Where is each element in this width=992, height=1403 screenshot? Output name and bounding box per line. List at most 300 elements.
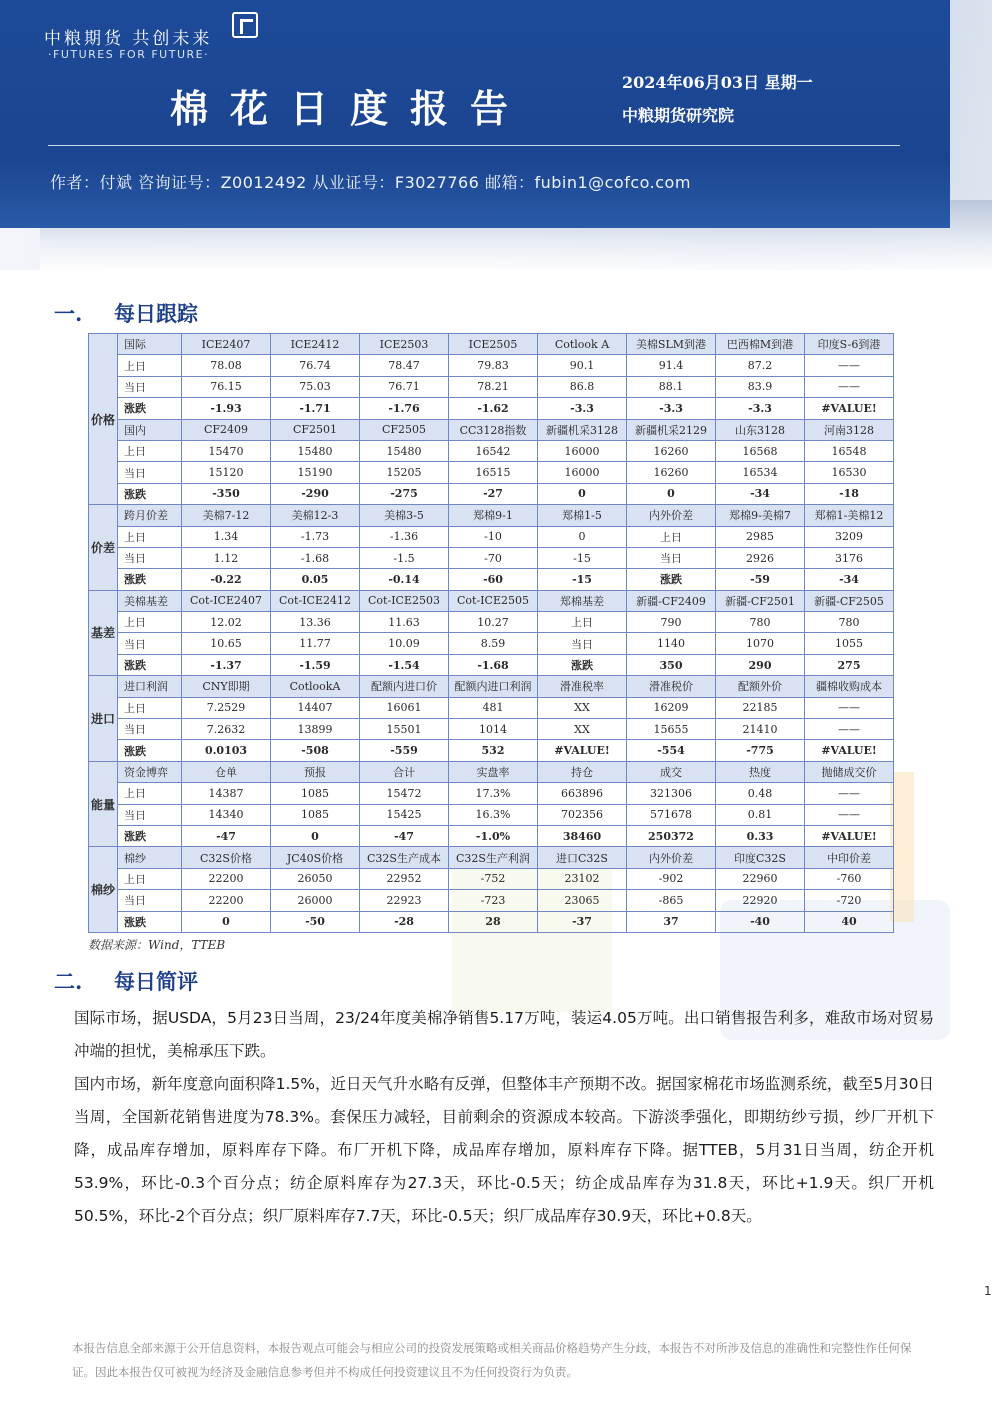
table-row: [89, 483, 894, 504]
table-cell: CF2505: [360, 419, 449, 440]
table-cell: 郑棉1-美棉12: [805, 505, 894, 526]
row-label: 当日: [118, 547, 182, 568]
table-cell: 河南3128: [805, 419, 894, 440]
disclaimer: 本报告信息全部来源于公开信息资料，本报告观点可能会与相应公司的投资发展策略或相关商品价格趋势产生分歧，本报告不对所涉及信息的准确性和完整性作任何保证。因此本报告仅可被视为经济及金融信息参考但并不构成任何投资建议且不为任何投资行为负责。: [72, 1341, 912, 1379]
table-cell: -1.0%: [449, 825, 538, 846]
table-cell: 10.27: [449, 612, 538, 633]
row-label: 当日: [118, 633, 182, 654]
table-cell: 76.15: [182, 376, 271, 397]
row-label: 涨跌: [118, 483, 182, 504]
table-cell: 16000: [538, 440, 627, 461]
table-cell: 87.2: [716, 355, 805, 376]
table-cell: -350: [182, 483, 271, 504]
table-row: [89, 526, 894, 547]
table-cell: -508: [271, 740, 360, 761]
table-cell: 涨跌: [627, 569, 716, 590]
table-cell: -720: [805, 890, 894, 911]
table-cell: 37: [627, 911, 716, 932]
table-cell: 13899: [271, 719, 360, 740]
table-row: [89, 590, 894, 611]
row-label: 上日: [118, 526, 182, 547]
table-cell: -47: [360, 825, 449, 846]
table-cell: -290: [271, 483, 360, 504]
table-row: [89, 398, 894, 419]
table-cell: 16568: [716, 440, 805, 461]
table-cell: 中印价差: [805, 847, 894, 868]
table-row: [89, 890, 894, 911]
table-cell: ICE2412: [271, 334, 360, 355]
table-cell: 1055: [805, 633, 894, 654]
table-cell: 88.1: [627, 376, 716, 397]
table-cell: -47: [182, 825, 271, 846]
table-cell: 16515: [449, 462, 538, 483]
table-cell: CC3128指数: [449, 419, 538, 440]
table-cell: XX: [538, 719, 627, 740]
table-cell: 15472: [360, 783, 449, 804]
table-cell: 702356: [538, 804, 627, 825]
logo-slogan: ·FUTURES FOR FUTURE·: [48, 48, 210, 61]
table-cell: 仓单: [182, 761, 271, 782]
table-cell: -60: [449, 569, 538, 590]
table-cell: 1014: [449, 719, 538, 740]
table-cell: 1085: [271, 804, 360, 825]
table-cell: 78.21: [449, 376, 538, 397]
table-group-label: 进口: [89, 676, 118, 762]
table-cell: -34: [716, 483, 805, 504]
table-cell: -1.93: [182, 398, 271, 419]
table-row: [89, 783, 894, 804]
table-cell: -3.3: [716, 398, 805, 419]
table-row: [89, 911, 894, 932]
table-cell: 山东3128: [716, 419, 805, 440]
table-cell: #VALUE!: [538, 740, 627, 761]
table-cell: 2985: [716, 526, 805, 547]
table-cell: -1.36: [360, 526, 449, 547]
table-cell: -275: [360, 483, 449, 504]
table-cell: 15205: [360, 462, 449, 483]
table-cell: 当日: [627, 547, 716, 568]
table-cell: 7.2632: [182, 719, 271, 740]
header-divider: [48, 145, 900, 146]
table-cell: 15501: [360, 719, 449, 740]
table-cell: -1.73: [271, 526, 360, 547]
table-row: [89, 355, 894, 376]
report-org: 中粮期货研究院: [622, 106, 735, 125]
table-cell: 15190: [271, 462, 360, 483]
table-cell: 16548: [805, 440, 894, 461]
table-cell: 28: [449, 911, 538, 932]
table-cell: ICE2503: [360, 334, 449, 355]
table-cell: JC40S价格: [271, 847, 360, 868]
table-cell: -70: [449, 547, 538, 568]
table-cell: 321306: [627, 783, 716, 804]
table-cell: 郑棉9-美棉7: [716, 505, 805, 526]
row-label: 涨跌: [118, 569, 182, 590]
table-cell: 新疆机采2129: [627, 419, 716, 440]
table-cell: 0: [627, 483, 716, 504]
row-label: 国内: [118, 419, 182, 440]
table-cell: 新疆机采3128: [538, 419, 627, 440]
table-cell: 22923: [360, 890, 449, 911]
table-cell: 350: [627, 654, 716, 675]
table-cell: 78.08: [182, 355, 271, 376]
table-cell: 10.65: [182, 633, 271, 654]
table-row: [89, 633, 894, 654]
table-cell: 75.03: [271, 376, 360, 397]
row-label: 国际: [118, 334, 182, 355]
table-cell: 11.77: [271, 633, 360, 654]
table-cell: -3.3: [627, 398, 716, 419]
row-label: 上日: [118, 355, 182, 376]
daily-tracking-table: [88, 333, 894, 933]
table-cell: -15: [538, 547, 627, 568]
commentary-paragraph-domestic: 国内市场，新年度意向面积降1.5%，近日天气升水略有反弹，但整体丰产预期不改。据国家棉花市场监测系统，截至5月30日当周，全国新花销售进度为78.3%。套保压力减轻，目前剩余的资源成本较高。下游淡季强化，即期纺纱亏损，纱厂开机下降，成品库存增加，原料库存下降。布厂开机下降，成品库存增加，原料库存下降。据TTEB，5月31日当周，纺企开机53.9%，环比-0.3个百分点；纺企原料库存为27.3天，环比-0.5天；纺企成品库存为31.8天，环比+1.9天。织厂开机50.5%，环比-2个百分点；织厂原料库存7.7天，环比-0.5天；织厂成品库存30.9天，环比+0.8天。: [74, 1075, 934, 1225]
table-row: [89, 612, 894, 633]
table-cell: 2926: [716, 547, 805, 568]
table-row: [89, 654, 894, 675]
row-label: 跨月价差: [118, 505, 182, 526]
table-cell: 780: [805, 612, 894, 633]
table-row: [89, 868, 894, 889]
table-cell: 配额外价: [716, 676, 805, 697]
table-cell: ——: [805, 376, 894, 397]
table-cell: 预报: [271, 761, 360, 782]
table-cell: 532: [449, 740, 538, 761]
table-row: [89, 825, 894, 846]
table-cell: 663896: [538, 783, 627, 804]
table-cell: 0.0103: [182, 740, 271, 761]
table-cell: -15: [538, 569, 627, 590]
table-cell: -34: [805, 569, 894, 590]
table-cell: 21410: [716, 719, 805, 740]
table-cell: 17.3%: [449, 783, 538, 804]
table-cell: 抛储成交价: [805, 761, 894, 782]
table-cell: 15470: [182, 440, 271, 461]
table-cell: 7.2529: [182, 697, 271, 718]
table-cell: 滑准税率: [538, 676, 627, 697]
table-cell: -1.68: [271, 547, 360, 568]
table-cell: -723: [449, 890, 538, 911]
table-cell: 780: [716, 612, 805, 633]
table-cell: -1.59: [271, 654, 360, 675]
table-cell: -1.37: [182, 654, 271, 675]
table-cell: 22920: [716, 890, 805, 911]
report-title: 棉花日度报告: [170, 86, 531, 131]
table-row: [89, 440, 894, 461]
table-row: [89, 462, 894, 483]
row-label: 涨跌: [118, 825, 182, 846]
table-group-label: 棉纱: [89, 847, 118, 933]
row-label: 当日: [118, 890, 182, 911]
table-cell: 新疆-CF2501: [716, 590, 805, 611]
table-cell: Cot-ICE2407: [182, 590, 271, 611]
row-label: 当日: [118, 804, 182, 825]
table-cell: Cotlook A: [538, 334, 627, 355]
table-cell: 79.83: [449, 355, 538, 376]
table-cell: 8.59: [449, 633, 538, 654]
table-cell: -0.14: [360, 569, 449, 590]
row-label: 上日: [118, 440, 182, 461]
row-label: 当日: [118, 462, 182, 483]
row-label: 美棉基差: [118, 590, 182, 611]
table-cell: 郑棉9-1: [449, 505, 538, 526]
table-cell: -10: [449, 526, 538, 547]
table-row: [89, 676, 894, 697]
table-group-label: 价格: [89, 334, 118, 505]
table-cell: -37: [538, 911, 627, 932]
table-cell: -559: [360, 740, 449, 761]
table-cell: 15480: [271, 440, 360, 461]
table-cell: -0.22: [182, 569, 271, 590]
table-cell: -50: [271, 911, 360, 932]
table-cell: 15425: [360, 804, 449, 825]
table-cell: 美棉7-12: [182, 505, 271, 526]
table-cell: 3176: [805, 547, 894, 568]
table-cell: 16209: [627, 697, 716, 718]
row-label: 当日: [118, 376, 182, 397]
table-cell: -1.54: [360, 654, 449, 675]
table-cell: 275: [805, 654, 894, 675]
row-label: 棉纱: [118, 847, 182, 868]
table-cell: 16061: [360, 697, 449, 718]
table-cell: #VALUE!: [805, 398, 894, 419]
table-cell: #VALUE!: [805, 740, 894, 761]
table-row: [89, 761, 894, 782]
table-cell: 成交: [627, 761, 716, 782]
table-cell: 40: [805, 911, 894, 932]
table-cell: 23065: [538, 890, 627, 911]
table-cell: C32S生产成本: [360, 847, 449, 868]
table-cell: 22952: [360, 868, 449, 889]
table-cell: ICE2407: [182, 334, 271, 355]
table-cell: 22200: [182, 868, 271, 889]
table-cell: #VALUE!: [805, 825, 894, 846]
table-cell: XX: [538, 697, 627, 718]
table-cell: 14340: [182, 804, 271, 825]
table-cell: 12.02: [182, 612, 271, 633]
table-cell: 13.36: [271, 612, 360, 633]
table-cell: -28: [360, 911, 449, 932]
table-cell: 合计: [360, 761, 449, 782]
logo-text: 中粮期货 共创未来: [44, 29, 213, 49]
table-cell: 0.33: [716, 825, 805, 846]
table-cell: 250372: [627, 825, 716, 846]
table-cell: 26050: [271, 868, 360, 889]
row-label: 涨跌: [118, 398, 182, 419]
table-cell: 印度S-6到港: [805, 334, 894, 355]
row-label: 上日: [118, 783, 182, 804]
table-cell: 1.34: [182, 526, 271, 547]
table-group-label: 价差: [89, 505, 118, 591]
table-cell: Cot-ICE2503: [360, 590, 449, 611]
table-cell: 76.74: [271, 355, 360, 376]
table-cell: 83.9: [716, 376, 805, 397]
table-group-label: 能量: [89, 761, 118, 847]
table-cell: 76.71: [360, 376, 449, 397]
table-row: [89, 719, 894, 740]
table-cell: C32S价格: [182, 847, 271, 868]
table-cell: -752: [449, 868, 538, 889]
author-info: 作者：付斌 咨询证号：Z0012492 从业证号：F3027766 邮箱：fubin1@cofco.com: [50, 173, 691, 192]
table-cell: ICE2505: [449, 334, 538, 355]
table-cell: CF2501: [271, 419, 360, 440]
table-cell: -865: [627, 890, 716, 911]
table-cell: -40: [716, 911, 805, 932]
table-row: [89, 847, 894, 868]
table-cell: 571678: [627, 804, 716, 825]
table-cell: 22185: [716, 697, 805, 718]
row-label: 涨跌: [118, 740, 182, 761]
page-number: 1: [984, 1284, 992, 1298]
table-cell: 配额内进口利润: [449, 676, 538, 697]
row-label: 进口利润: [118, 676, 182, 697]
table-cell: Cot-ICE2412: [271, 590, 360, 611]
table-cell: 1070: [716, 633, 805, 654]
table-cell: 3209: [805, 526, 894, 547]
table-cell: 美棉3-5: [360, 505, 449, 526]
table-cell: -902: [627, 868, 716, 889]
table-cell: 滑准税价: [627, 676, 716, 697]
table-cell: 38460: [538, 825, 627, 846]
table-cell: 上日: [538, 612, 627, 633]
table-cell: -1.76: [360, 398, 449, 419]
table-cell: 涨跌: [538, 654, 627, 675]
table-cell: -27: [449, 483, 538, 504]
table-row: [89, 740, 894, 761]
table-cell: 16530: [805, 462, 894, 483]
table-cell: -554: [627, 740, 716, 761]
commentary-paragraph-international: 国际市场，据USDA，5月23日当周，23/24年度美棉净销售5.17万吨，装运4.05万吨。出口销售报告利多，难敌市场对贸易冲端的担忧，美棉承压下跌。: [74, 1009, 934, 1060]
row-label: 上日: [118, 697, 182, 718]
table-cell: 14387: [182, 783, 271, 804]
table-cell: 16542: [449, 440, 538, 461]
table-cell: ——: [805, 697, 894, 718]
row-label: 涨跌: [118, 654, 182, 675]
table-cell: 0: [538, 526, 627, 547]
table-cell: 481: [449, 697, 538, 718]
report-date: 2024年06月03日 星期一: [622, 73, 813, 92]
table-cell: 26000: [271, 890, 360, 911]
table-cell: -59: [716, 569, 805, 590]
data-source: 数据来源：Wind，TTEB: [88, 938, 226, 952]
table-cell: 郑棉1-5: [538, 505, 627, 526]
table-cell: 11.63: [360, 612, 449, 633]
table-row: [89, 376, 894, 397]
table-cell: -3.3: [538, 398, 627, 419]
table-cell: 90.1: [538, 355, 627, 376]
table-row: [89, 697, 894, 718]
row-label: 当日: [118, 719, 182, 740]
table-cell: 0: [538, 483, 627, 504]
table-row: [89, 334, 894, 355]
table-cell: 16000: [538, 462, 627, 483]
table-cell: 1.12: [182, 547, 271, 568]
table-cell: 新疆-CF2409: [627, 590, 716, 611]
table-cell: 86.8: [538, 376, 627, 397]
table-cell: 实盘率: [449, 761, 538, 782]
table-cell: CNY即期: [182, 676, 271, 697]
table-cell: 0.48: [716, 783, 805, 804]
table-cell: 郑棉基差: [538, 590, 627, 611]
table-cell: 16.3%: [449, 804, 538, 825]
table-cell: 配额内进口价: [360, 676, 449, 697]
row-label: 涨跌: [118, 911, 182, 932]
table-cell: ——: [805, 783, 894, 804]
row-label: 上日: [118, 868, 182, 889]
table-row: [89, 569, 894, 590]
table-group-label: 基差: [89, 590, 118, 676]
table-row: [89, 419, 894, 440]
table-cell: 78.47: [360, 355, 449, 376]
table-cell: 0.05: [271, 569, 360, 590]
table-cell: -1.5: [360, 547, 449, 568]
table-cell: 22200: [182, 890, 271, 911]
table-cell: 23102: [538, 868, 627, 889]
table-cell: 16260: [627, 462, 716, 483]
table-cell: 1140: [627, 633, 716, 654]
table-cell: ——: [805, 719, 894, 740]
table-cell: 15480: [360, 440, 449, 461]
table-cell: 当日: [538, 633, 627, 654]
table-cell: 印度C32S: [716, 847, 805, 868]
table-cell: 0.81: [716, 804, 805, 825]
table-cell: 10.09: [360, 633, 449, 654]
table-cell: 上日: [627, 526, 716, 547]
table-cell: 持仓: [538, 761, 627, 782]
table-cell: 15655: [627, 719, 716, 740]
table-cell: CotlookA: [271, 676, 360, 697]
table-cell: -760: [805, 868, 894, 889]
section-title-2: 二. 每日简评: [54, 969, 198, 994]
table-cell: 16534: [716, 462, 805, 483]
table-cell: 0: [182, 911, 271, 932]
table-row: [89, 804, 894, 825]
table-cell: 内外价差: [627, 847, 716, 868]
table-cell: CF2409: [182, 419, 271, 440]
table-cell: 新疆-CF2505: [805, 590, 894, 611]
table-cell: -18: [805, 483, 894, 504]
table-cell: ——: [805, 355, 894, 376]
table-cell: C32S生产利润: [449, 847, 538, 868]
section-title-1: 一. 每日跟踪: [54, 301, 198, 326]
table-cell: 14407: [271, 697, 360, 718]
table-cell: -1.62: [449, 398, 538, 419]
table-cell: 美棉SLM到港: [627, 334, 716, 355]
table-row: [89, 547, 894, 568]
table-cell: 15120: [182, 462, 271, 483]
table-cell: 美棉12-3: [271, 505, 360, 526]
table-cell: Cot-ICE2505: [449, 590, 538, 611]
row-label: 资金博弈: [118, 761, 182, 782]
table-cell: -775: [716, 740, 805, 761]
table-cell: 22960: [716, 868, 805, 889]
report-header: [0, 0, 950, 228]
table-cell: 热度: [716, 761, 805, 782]
table-cell: 91.4: [627, 355, 716, 376]
row-label: 上日: [118, 612, 182, 633]
table-cell: 290: [716, 654, 805, 675]
table-cell: 疆棉收购成本: [805, 676, 894, 697]
logo-icon: [232, 12, 258, 38]
table-cell: -1.68: [449, 654, 538, 675]
table-row: [89, 505, 894, 526]
table-cell: ——: [805, 804, 894, 825]
table-cell: 0: [271, 825, 360, 846]
table-cell: 进口C32S: [538, 847, 627, 868]
table-cell: 巴西棉M到港: [716, 334, 805, 355]
table-cell: 16260: [627, 440, 716, 461]
table-cell: 1085: [271, 783, 360, 804]
